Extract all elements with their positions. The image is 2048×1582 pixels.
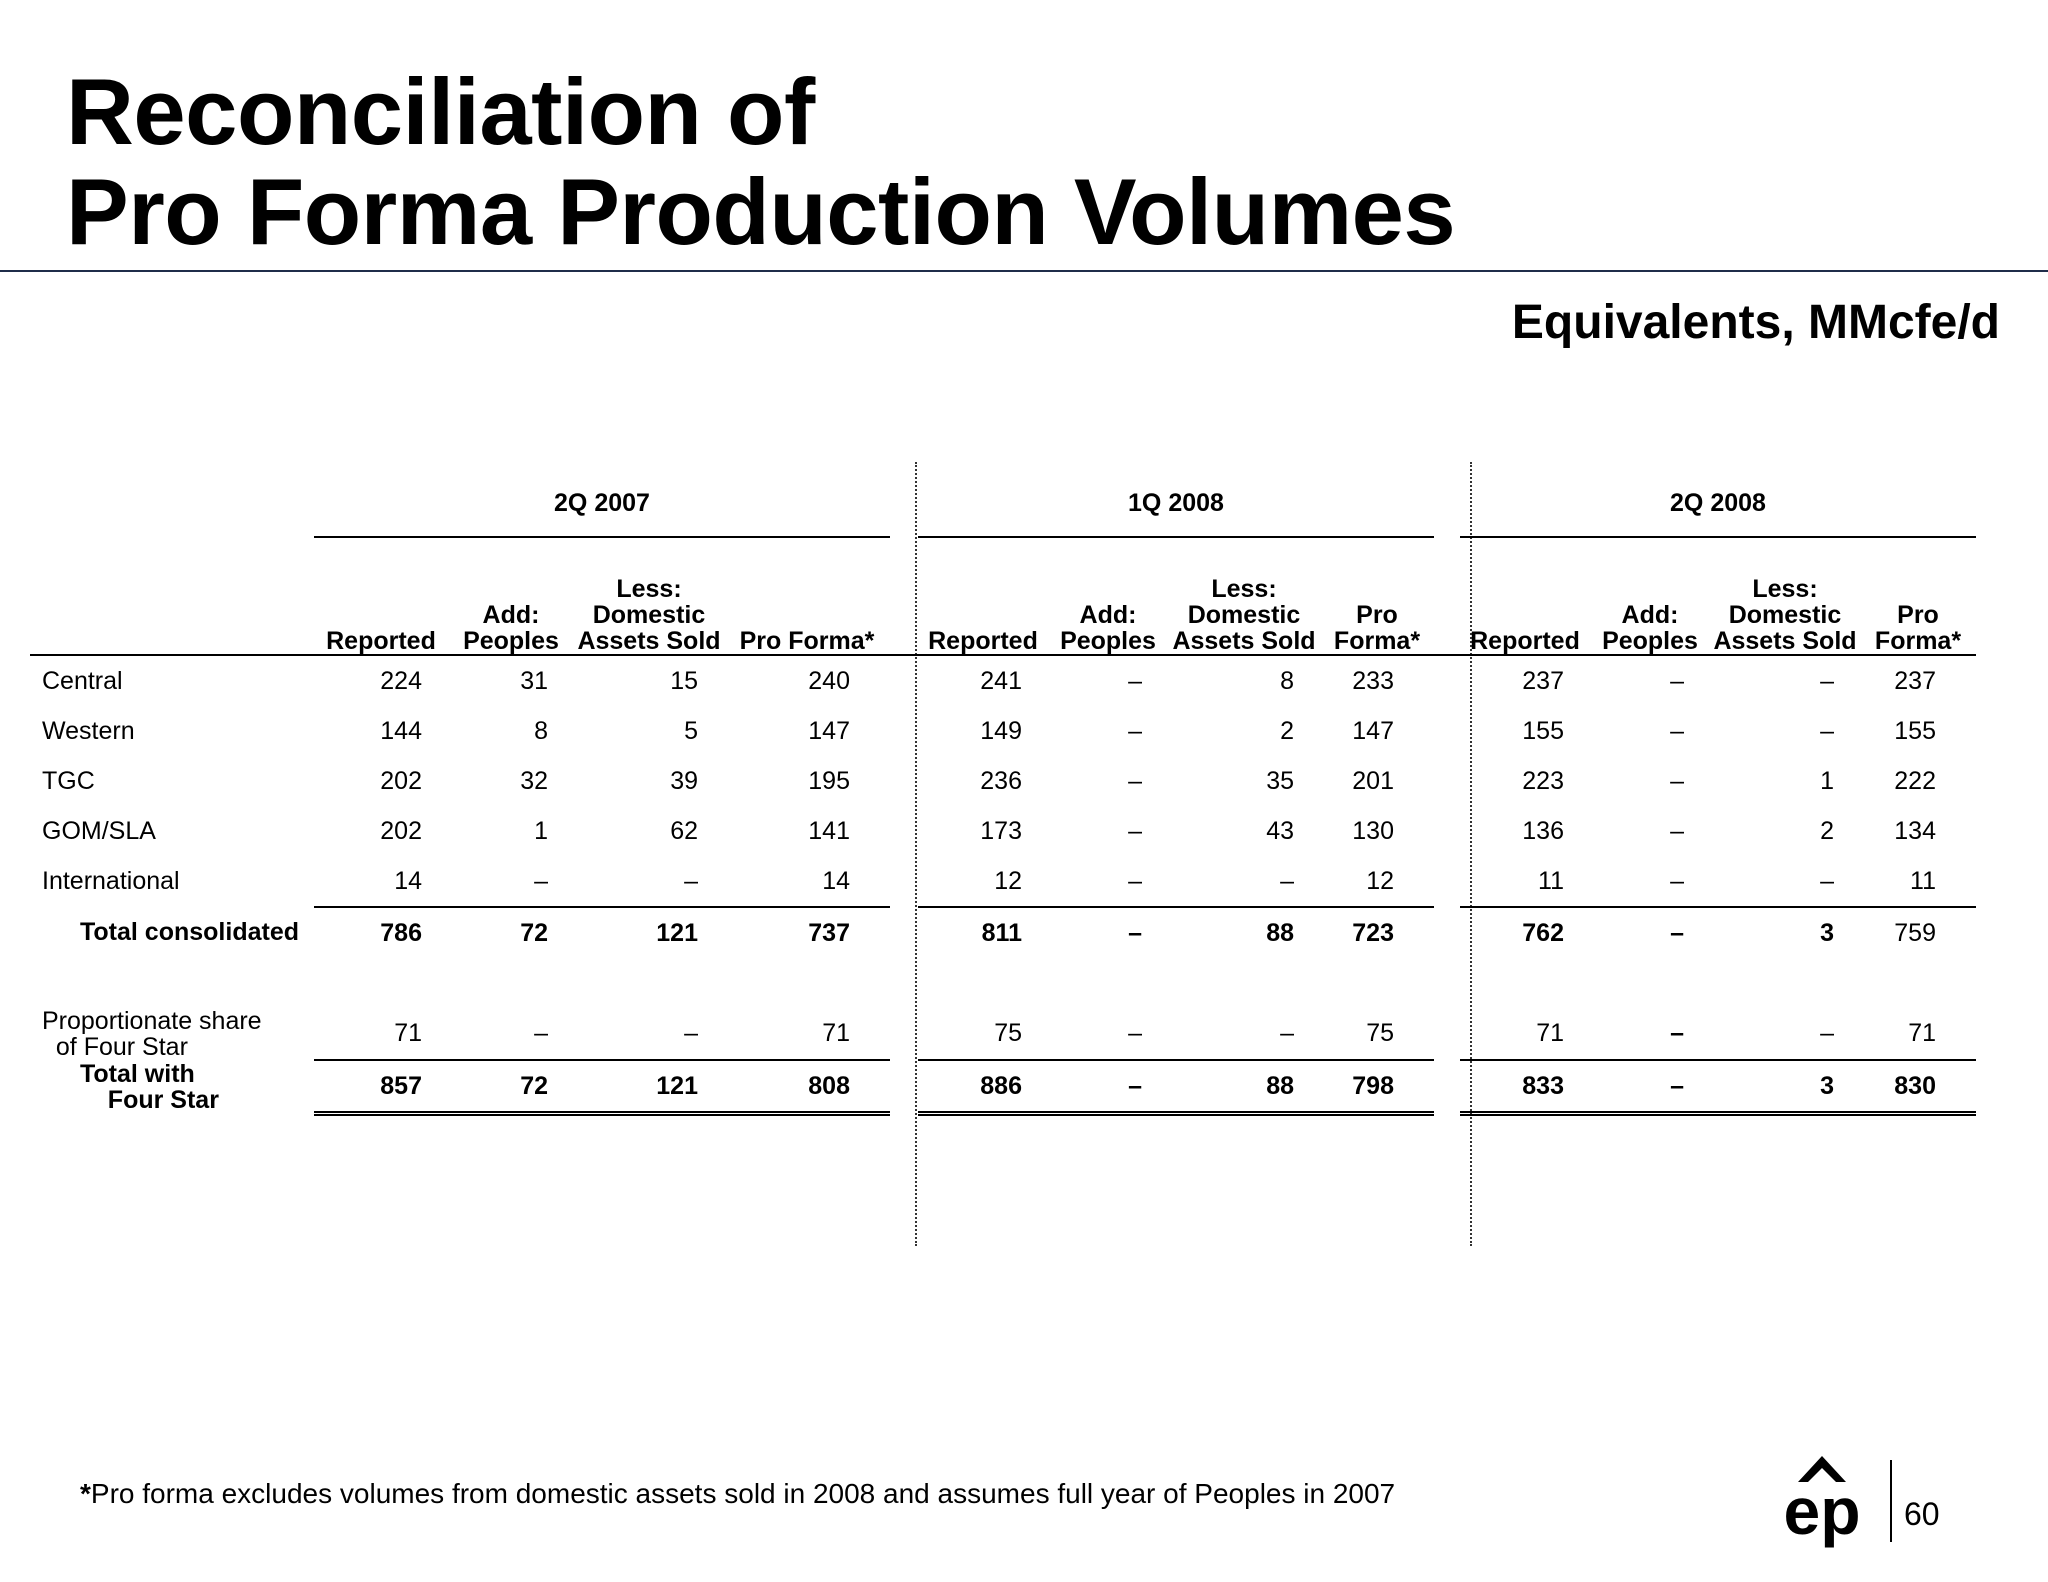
logo-text: ep — [1783, 1474, 1861, 1548]
value-cell: – — [1820, 866, 1834, 895]
value-cell: 134 — [1894, 816, 1936, 845]
value-cell: 1 — [534, 816, 548, 845]
value-cell: 886 — [918, 1060, 1048, 1114]
value-cell: 737 — [724, 907, 890, 958]
col-header: Pro Forma* — [1333, 601, 1421, 655]
page-title — [66, 59, 1456, 264]
value-cell: 88 — [1168, 907, 1320, 958]
value-cell: 144 — [380, 716, 422, 745]
value-cell: – — [1670, 716, 1684, 745]
value-cell: 155 — [1894, 716, 1936, 745]
value-cell: – — [1128, 816, 1142, 845]
footnote: *Pro forma excludes volumes from domestic assets sold in 2008 and assumes full year of Peoples in 2007 — [80, 1478, 1396, 1509]
col-header: Add: Peoples — [1602, 601, 1698, 655]
value-cell: – — [1280, 1019, 1294, 1047]
value-cell: 43 — [1266, 816, 1294, 845]
column-header-row — [30, 544, 1976, 655]
table-row — [30, 706, 1976, 756]
value-cell: 15 — [670, 666, 698, 695]
production-volumes-table — [30, 470, 1976, 1116]
value-cell: 32 — [520, 766, 548, 795]
value-cell: 237 — [1894, 666, 1936, 695]
value-cell: – — [1820, 666, 1834, 695]
value-cell: 833 — [1460, 1060, 1590, 1114]
value-cell: 72 — [448, 907, 574, 958]
value-cell: – — [1128, 1019, 1142, 1047]
value-cell: – — [1670, 666, 1684, 695]
value-cell: – — [1128, 766, 1142, 795]
value-cell: – — [1820, 1019, 1834, 1047]
table-row — [30, 655, 1976, 706]
total-consolidated-row — [30, 907, 1976, 958]
row-label: Total with Four Star — [80, 1059, 219, 1114]
title-divider — [0, 270, 2048, 272]
row-label: Central — [42, 666, 123, 695]
table-row — [30, 856, 1976, 907]
row-label: GOM/SLA — [42, 816, 156, 845]
value-cell: – — [1820, 716, 1834, 745]
value-cell: 798 — [1320, 1060, 1434, 1114]
col-header: Less: Domestic Assets Sold — [1713, 575, 1857, 655]
col-header: Add: Peoples — [463, 601, 559, 655]
value-cell: 857 — [314, 1060, 448, 1114]
value-cell: 173 — [980, 816, 1022, 845]
value-cell: 72 — [448, 1060, 574, 1114]
value-cell: – — [534, 1019, 548, 1047]
value-cell: – — [1590, 1060, 1710, 1114]
value-cell: 75 — [994, 1019, 1022, 1047]
value-cell: – — [534, 866, 548, 895]
value-cell: 14 — [822, 866, 850, 895]
col-header: Add: Peoples — [1060, 601, 1156, 655]
value-cell: – — [684, 866, 698, 895]
value-cell: 811 — [918, 907, 1048, 958]
value-cell: 12 — [1366, 866, 1394, 895]
value-cell: 786 — [314, 907, 448, 958]
value-cell: 35 — [1266, 766, 1294, 795]
col-header: Reported — [1470, 627, 1580, 655]
page-number: 60 — [1904, 1496, 1940, 1532]
value-cell: 88 — [1168, 1060, 1320, 1114]
value-cell: – — [1670, 1019, 1684, 1047]
value-cell: 147 — [808, 716, 850, 745]
col-header: Less: Domestic Assets Sold — [577, 575, 721, 655]
value-cell: – — [1590, 907, 1710, 958]
ep-logo-icon — [1762, 1446, 1882, 1556]
col-header: Pro Forma* — [739, 627, 875, 655]
value-cell: 121 — [574, 907, 724, 958]
value-cell: 5 — [684, 716, 698, 745]
value-cell: 240 — [808, 666, 850, 695]
value-cell: 130 — [1352, 816, 1394, 845]
group-header-1: 2Q 2007 — [554, 488, 650, 517]
value-cell: – — [1048, 1060, 1168, 1114]
value-cell: 2 — [1820, 816, 1834, 845]
value-cell: – — [1128, 666, 1142, 695]
value-cell: 808 — [724, 1060, 890, 1114]
value-cell: – — [1670, 866, 1684, 895]
value-cell: 202 — [380, 766, 422, 795]
col-header: Pro Forma* — [1874, 601, 1962, 655]
four-star-row — [30, 1008, 1976, 1060]
value-cell: 195 — [808, 766, 850, 795]
total-with-four-star-row — [30, 1060, 1976, 1114]
row-label: Proportionate share of Four Star — [42, 1007, 262, 1061]
value-cell: 723 — [1320, 907, 1434, 958]
value-cell: – — [684, 1019, 698, 1047]
value-cell: 136 — [1522, 816, 1564, 845]
value-cell: 222 — [1894, 766, 1936, 795]
value-cell: 141 — [808, 816, 850, 845]
value-cell: 202 — [380, 816, 422, 845]
value-cell: 147 — [1352, 716, 1394, 745]
value-cell: 75 — [1366, 1019, 1394, 1047]
value-cell: 2 — [1280, 716, 1294, 745]
value-cell: 241 — [980, 666, 1022, 695]
logo-divider — [1890, 1460, 1892, 1542]
value-cell: 3 — [1710, 907, 1860, 958]
value-cell: 3 — [1710, 1060, 1860, 1114]
value-cell: 71 — [822, 1019, 850, 1047]
value-cell: 121 — [574, 1060, 724, 1114]
value-cell: 71 — [1536, 1019, 1564, 1047]
value-cell: 8 — [1280, 666, 1294, 695]
row-label: Total consolidated — [80, 918, 299, 946]
col-header: Reported — [326, 627, 436, 655]
value-cell: – — [1048, 907, 1168, 958]
col-header: Reported — [928, 627, 1038, 655]
value-cell: 1 — [1820, 766, 1834, 795]
value-cell: 62 — [670, 816, 698, 845]
value-cell: – — [1280, 866, 1294, 895]
units-subtitle: Equivalents, MMcfe/d — [1511, 296, 2000, 349]
value-cell: 31 — [520, 666, 548, 695]
value-cell: 11 — [1538, 866, 1564, 895]
value-cell: 39 — [670, 766, 698, 795]
value-cell: 224 — [380, 666, 422, 695]
value-cell: 71 — [394, 1019, 422, 1047]
row-label: TGC — [42, 766, 95, 795]
value-cell: 223 — [1522, 766, 1564, 795]
value-cell: 14 — [394, 866, 422, 895]
title-line-2: Pro Forma Production Volumes — [66, 159, 1456, 264]
value-cell: 762 — [1460, 907, 1590, 958]
value-cell: 8 — [534, 716, 548, 745]
table-row — [30, 806, 1976, 856]
value-cell: 155 — [1522, 716, 1564, 745]
value-cell: 11 — [1910, 866, 1936, 895]
value-cell: – — [1128, 866, 1142, 895]
value-cell: 149 — [980, 716, 1022, 745]
value-cell: 237 — [1522, 666, 1564, 695]
value-cell: 71 — [1908, 1019, 1936, 1047]
table-row — [30, 756, 1976, 806]
group-header-2: 1Q 2008 — [1128, 488, 1224, 517]
title-line-1: Reconciliation of — [66, 59, 815, 164]
value-cell: – — [1128, 716, 1142, 745]
value-cell: 12 — [994, 866, 1022, 895]
group-header-3: 2Q 2008 — [1670, 488, 1766, 517]
value-cell: 236 — [980, 766, 1022, 795]
row-label: International — [42, 867, 180, 895]
value-cell: – — [1670, 816, 1684, 845]
row-label: Western — [42, 716, 135, 745]
value-cell: – — [1670, 766, 1684, 795]
value-cell: 233 — [1352, 666, 1394, 695]
value-cell: 759 — [1860, 907, 1976, 958]
col-header: Less: Domestic Assets Sold — [1172, 575, 1316, 655]
value-cell: 830 — [1860, 1060, 1976, 1114]
value-cell: 201 — [1352, 766, 1394, 795]
